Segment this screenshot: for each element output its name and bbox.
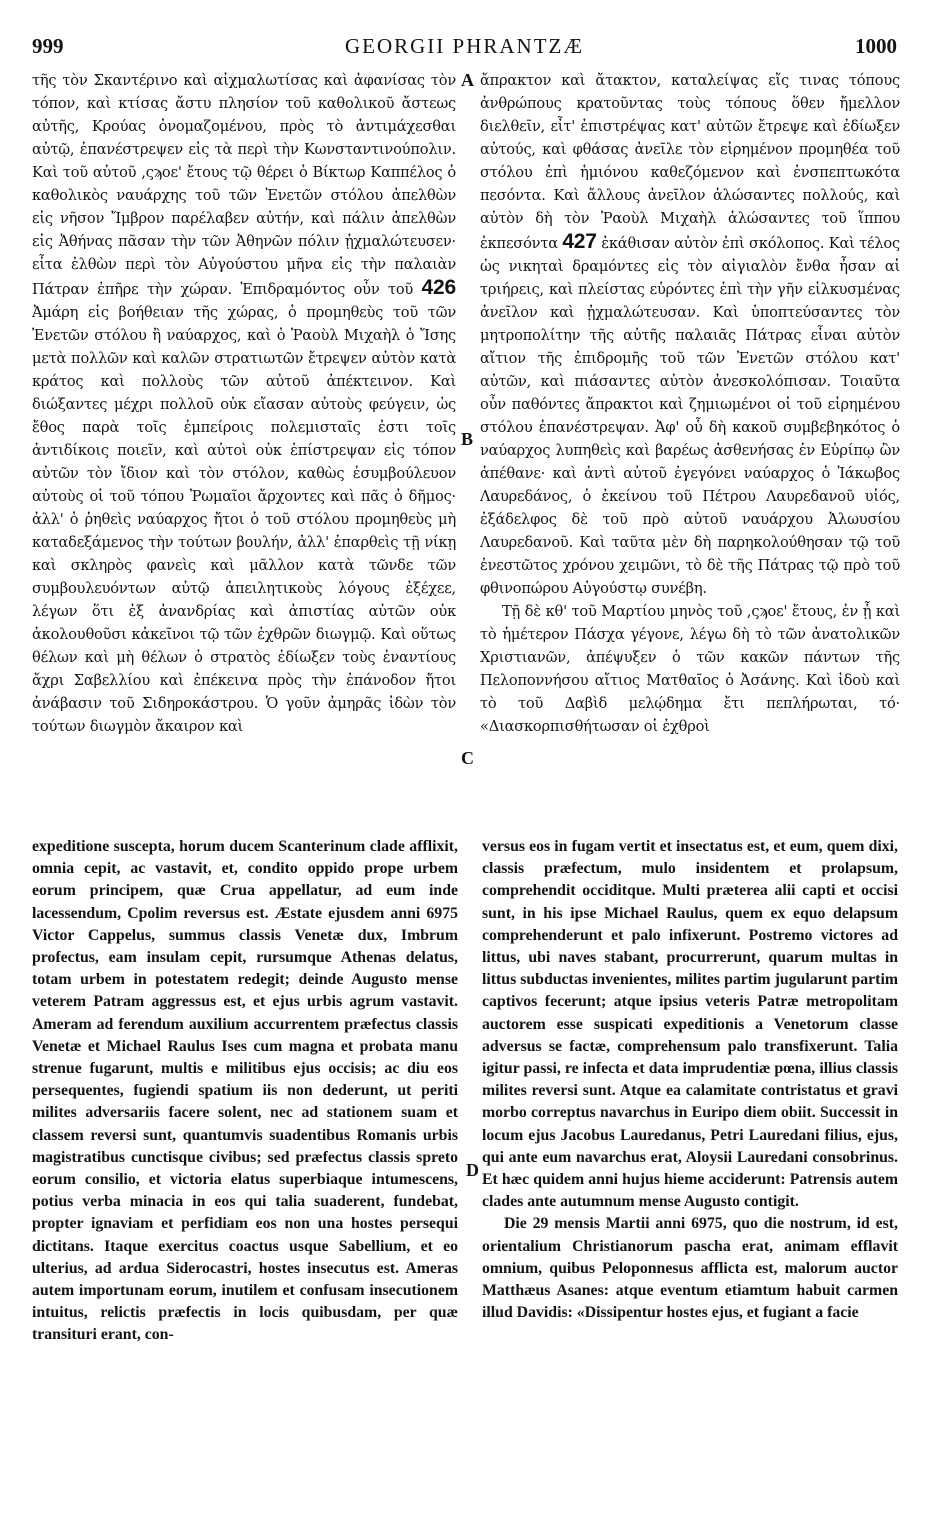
margin-letter-d: D [466,1160,479,1180]
greek-right-text-b: ἐκάθισαν αὐτὸν ἐπὶ σκόλοπος. Καὶ τέλος ὡς νικηταὶ δραμόντες εἰς τὸν αἰγιαλὸν ἔνθα ἦσαν αἱ τριήρεις, καὶ πλείστας εὑρόντες ἐπὶ τὴν γῆν εἱλκυσμένας ἀνεῖλον καὶ ᾐχμαλώτευσαν. Καὶ ὑποπτεύσαντες τὸν μητροπολίτην τῆς αὐτῆς παλαιᾶς Πάτρας εἶναι αὐτὸν αἴτιον τῆς ἐπιδρομῆς τοῦ τῶν Ἐνετῶν στόλου κατ' αὐτῶν, καὶ πιάσαντες αὐτὸν ἀνεσκολόπισαν. Τοιαῦτα οὖν παθόντες ἄπρακτοι καὶ ζημιωμένοι οἱ τοῦ εἰρημένου στόλου ἐπανέστρεψαν. Ἀφ' οὗ δὴ κακοῦ συμβεβηκότος ὁ ναύαρχος λυπηθεὶς καὶ βαρέως ἀσθενήσας ἐν Εὐρίπῳ ὢν ἀπέθανε· καὶ ἀντὶ αὐτοῦ ἐγεγόνει ναύαρχος ὁ Ἰάκωβος Λαυρεδάνος, ὁ ἐκείνου τοῦ Πέτρου Λαυρεδανοῦ υἱός, ἐξάδελφος δὲ τοῦ πρὸ αὐτοῦ ναυάρχου Ἀλωυσίου Λαυρεδανοῦ. Καὶ ταῦτα μὲν δὴ παρηκολούθησαν τῷ τοῦ ἐνεστῶτος χρόνου χειμῶνι, τὸ δὲ τῆς Πάτρας τῷ πρὸ τοῦ φθινοπώρου Αὐγούστῳ συνέβη. [480,235,900,597]
page-header [32,34,897,64]
running-title: GEORGII PHRANTZÆ [344,34,585,58]
greek-left-paragraph [32,69,456,738]
greek-left-text-b: Ἀμάρη εἰς βοήθειαν τῆς χώρας, ὁ προμηθεὺς τοῦ τῶν Ἐνετῶν στόλου ἢ ναύαρχος, καὶ ὁ Ῥαοὺλ Μιχαὴλ ὁ Ἴσης μετὰ πολλῶν καὶ καλῶν στρατιωτῶν ἔτρεψεν αὐτὸν κατὰ κράτος καὶ πολλοὺς τῶν αὐτοῦ ἀπέκτεινον. Καὶ διώξαντες μέχρι πολλοῦ οὐκ εἴασαν αὐτοὺς φεύγειν, ὡς ἔθος παρὰ τοῖς ἐμπείροις πολεμισταῖς ἐστι τοῖς ἀντιδίκοις ποιεῖν, καὶ αὐτοὶ οὐκ ἐπίστρεψαν εἰς τόπον αὐτῶν τὸν ἴδιον καὶ τὸν στόλον, καθὼς ἐσυμβούλευον αὐτοὺς οἱ τοῦ τόπου Ῥωμαῖοι ἄρχοντες καὶ πᾶς ὁ δῆμος· ἀλλ' ὁ ῥηθεὶς ναύαρχος ἤτοι ὁ τοῦ στόλου προμηθεὺς μὴ καταδεξάμενος τὴν τούτων βουλήν, ἀλλ' ἐπαρθεὶς τῇ νίκῃ καὶ σκληρὸς φανεὶς καὶ μᾶλλον κατὰ τῶνδε τῶν συμβουλευόντων αὐτῷ ἀπειλητικοὺς λόγους ἐξέχεε, λέγων ὅτι ἐξ ἀνανδρίας καὶ ἀπιστίας αὐτῶν οὐκ ἀκολουθοῦσι κἀκεῖνοι τῷ τῶν ἐχθρῶν διωγμῷ. Καὶ οὕτως θέλων καὶ μὴ θέλων ὁ στρατὸς ἐδίωξεν τοὺς ἐναντίους ἄχρι Σαβελλίου καὶ ἐπέκεινα πρὸς τὴν ἐπάνοδον ἤτοι ἀνάβασιν τοῦ Σιδηροκάστρου. Ὁ γοῦν ἀμηρᾶς ἰδὼν τὸν τούτων διωγμὸν ἄκαιρον καὶ [32,304,456,735]
margin-letter-b: B [461,429,474,449]
greek-column-right [480,69,900,769]
page-number-right: 1000 [855,34,897,58]
margin-letter-a: A [461,70,474,90]
latin-left-paragraph: expeditione suscepta, horum ducem Scanterinum clade afflixit, omnia cepit, ac vastavit, et, condito oppido prope urbem eorum principem, quæ Crua appellatur, ad eum inde lacessendum, Cpolim reversus est. Æstate ejusdem anni 6975 Victor Cappelus, summus classis Venetæ dux, Imbrum profectus, eam insulam cepit, rursumque Athenas delatus, totam urbem in potestatem redegit; deinde Augusto mense veterem Patram aggressus est, et ejus urbis agrum vastavit. Ameram ad ferendum auxilium accurrentem præfectus classis Venetæ et Michael Raulus Ises cum magna et probata manu strenue fugarunt, multis e militibus ejus occisis; ac diu eos persequentes, fugiendi spatium iis non dederunt, ut periti milites adversariis facere solent, nec ad stationem suam et classem reversi sunt, quantumvis suadentibus Romanis urbis magistratibus cunctisque civibus; sed præfectus classis spreto eorum consilio, et victoria elatus superbiaque intumescens, potius verba minacia in eos qui talia suaderent, fundebat, propter ignaviam et perfidiam eos non una hostes persequi dictitans. Itaque exercitus coactus usque Sabellium, et eo ulterius, ad ardua Siderocastri, hostes insecutus est. Ameras autem importunam eorum, inutilem et confusam insecutionem intuitus, relictis præfectis in locis quibusdam, per quæ transituri erant, con- [32,838,458,1344]
line-marker-427: 427 [562,230,597,253]
greek-right-paragraph-1 [480,69,900,600]
greek-left-text-a: τῆς τὸν Σκαντέρινο καὶ αἰχμαλωτίσας καὶ ἀφανίσας τὸν τόπον, καὶ κτίσας ἄστυ πλησίον τοῦ καθολικοῦ ἄστεως αὐτῆς, Κρούας ὀνομαζομένου, πρὸς τὸ ἀντιμάχεσθαι αὐτῷ, ἐπανέστρεψεν εἰς τὰ περὶ τὴν Κωνσταντινούπολιν. Καὶ τοῦ αὐτοῦ ,ςϡοε' ἔτους τῷ θέρει ὁ Βίκτωρ Καππέλος ὁ καθολικὸς ναυάρχης τοῦ τῶν Ἐνετῶν στόλου ἀπελθὼν εἰς νῆσον Ἴμβρον παρέλαβεν αὐτήν, καὶ πάλιν ἀπελθὼν εἰς Ἀθήνας πᾶσαν τὴν τῶν Ἀθηνῶν πόλιν ᾐχμαλώτευσεν· εἶτα ἐλθὼν περὶ τὸν Αὐγούστου μῆνα εἰς τὴν παλαιὰν Πάτραν ἐπῆρε τὴν χώραν. Ἐπιδραμόντος οὖν τοῦ [32,72,456,298]
margin-letter-c: C [461,748,474,768]
latin-column-right [482,836,898,1520]
line-marker-426: 426 [421,276,456,299]
greek-column-left [32,69,456,769]
latin-right-paragraph-2: Die 29 mensis Martii anni 6975, quo die nostrum, id est, orientalium Christianorum pascha erat, animam efflavit omnium, quibus Peloponnesus afflicta est, malorum auctor Matthæus Asanes: atque eventum etiamtum habuit carmen illud Davidis: «Dissipentur hostes ejus, et fugiant a facie [482,1215,898,1322]
latin-column-left [32,836,458,1520]
page-number-left: 999 [32,34,64,58]
latin-right-paragraph-1: versus eos in fugam vertit et insectatus est, et eum, quem dixi, classis præfectum, mulo insidentem et prolapsum, comprehendit occiditque. Multi præterea alii capti et occisi sunt, in his ipse Michael Raulus, quem ex equo delapsum comprehenderunt et palo infixerunt. Postremo victores ad littus, ubi naves stabant, procurrerunt, quarum multas in littus subductas invenientes, milites partim jugularunt partim captivos fecerunt; atque ipsius veteris Patræ metropolitam auctorem esse suspicati expeditionis a Venetorum classe adversus se factæ, comprehensum palo transfixerunt. Talia igitur passi, re infecta et data imprudentiæ pœna, illius classis milites reversi sunt. Atque ea calamitate contristatus et gravi morbo correptus navarchus in Euripo diem obiit. Successit in locum ejus Jacobus Lauredanus, Petri Lauredani filius, ejus, qui ante eum navarchus erat, Aloysii Lauredani consobrinus. Et hæc quidem anni hujus hieme acciderunt: Patrensis autem clades ante autumnum mense Augusto contigit. [482,838,898,1211]
greek-right-text-a: ἄπρακτον καὶ ἄτακτον, καταλείψας εἴς τινας τόπους ἀνθρώπους κρατοῦντας τοὺς τόπους ὅθεν ἤμελλον διελθεῖν, εἶτ' ἐπιστρέψας κατ' αὐτῶν ἔτρεψε καὶ ἐδίωξεν αὐτούς, καὶ φθάσας ἀνεῖλε τὸν εἰρημένον προμηθέα τοῦ στόλου ἐπὶ ἡμιόνου καθεζόμενον καὶ ἐνσπεπτωκότα πεσόντα. Καὶ ἄλλους ἀνεῖλον ἁλώσαντες πολλούς, καὶ αὐτὸν δὴ τὸν Ῥαοὺλ Μιχαὴλ ἁλώσαντες τοῦ ἵππου ἐκπεσόντα [480,72,900,252]
greek-right-paragraph-2: Τῇ δὲ κθ' τοῦ Μαρτίου μηνὸς τοῦ ,ςϡοε' ἔτους, ἐν ᾗ καὶ τὸ ἡμέτερον Πάσχα γέγονε, λέγω δὴ τὸ τῶν ἀνατολικῶν Χριστιανῶν, ἀπέψυξεν ὁ τῶν κακῶν πάντων τῆς Πελοποννήσου αἴτιος Ματθαῖος ὁ Ἀσάνης. Καὶ ἰδοὺ καὶ τὸ τοῦ Δαβὶδ μελῴδημα ἔτι πεπλήρωται, τό· «Διασκορπισθήτωσαν οἱ ἐχθροὶ [480,603,900,735]
